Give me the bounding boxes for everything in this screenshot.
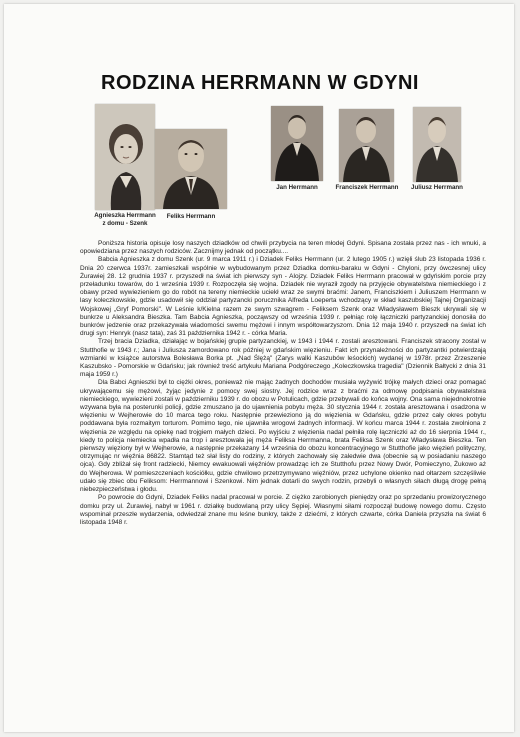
page-title: RODZINA HERRMANN W GDYNI (101, 72, 419, 94)
caption-feliks (150, 213, 232, 221)
portrait-photo-franciszek (339, 109, 394, 182)
caption-jan (266, 184, 328, 192)
paragraph: Poniższa historia opisuje losy naszych dziadków od chwili przybycia na teren młodej Gdyni. Spisana została przez nas - ich wnuki, a opowiedziana przez naszych rodziców. Zacznijmy jednak od początku.... (80, 240, 486, 256)
paragraph: Dla Babci Agnieszki był to ciężki okres, ponieważ nie mając żadnych dochodów musiała wyżywić trójkę małych dzieci oraz pomagać ukrywającemu się mężowi, żyjąc jedynie z pomocy swej siostry. Jej rodzice wraz z braćmi za odmowę podpisania obywatelstwa niemieckiego, wywiezieni zostali w październiku 1939 r. do obozu w Potulicach, gdzie przebywali do końca wojny. Ona sama niejednokrotnie wzywana była na posterunki policji, gdzie zmuszano ja do ujawnienia pobytu męża. 30 stycznia 1944 r. została aresztowana i osadzona w więzieniu w Wejherowie do 10 marca tego roku. Następnie przewieziono ją do więzienia w Gdańsku, gdzie przez cały okres pobytu poddawana była rozmaitym torturom. Pomimo tego, nie ujawniła wrogowi żadnych informacji. W końcu marca 1944 r. została zwolniona z więzienia ze względu na opiekę nad trojgiem małych dzieci. Po wyjściu z więzienia nadal pełniła rolę łączniczki aż do 16 sierpnia 1944 r., kiedy to policja niemiecka wpadła na trop i aresztowała jej męża Feliksa Herrmanna, brata Feliksa Szenk oraz Władysława Bieszka. Ten pierwszy więziony był w Wejherowie, a następnie przekazany 14 września do obozu koncentracyjnego w Stutthofie jako więzień polityczny, otrzymując nr więźnia 86822. Stamtąd też słał listy do rodziny, z których zachowały się zaledwie dwa (obecnie są w posiadaniu naszego ojca). Gdy zbliżał się front radziecki, Niemcy ewakuowali więźniów prowadząc ich ze Stutthofu przez Nowy Dwór, Pomieczyno, Żukowo aż do Wejherowa. W pomieszczeniach kościółku, gdzie chwilowo przetrzymywano więźniów, przez uchylone okienko nad ołtarzem szczęśliwie udało się zbiec obu Feliksom: Herrmannowi i Szenkowi. Nim jednak dotarli do swych rodzin, przebyli o własnych siłach długą drogę pełną niebezpieczeństwa i głodu. (80, 379, 486, 494)
caption-agnieszka-line1: Agnieszka Herrmann (94, 212, 156, 219)
caption-juliusz (400, 184, 474, 192)
body-text (80, 240, 486, 527)
caption-jan-line1: Jan Herrmann (276, 184, 318, 191)
portrait-photo-jan (271, 106, 323, 181)
portrait-photo-agnieszka (95, 104, 155, 210)
caption-juliusz-line1: Juliusz Herrmann (411, 184, 463, 191)
caption-franciszek-line1: Franciszek Herrmann (335, 184, 399, 191)
portrait-photo-juliusz (413, 107, 461, 182)
caption-agnieszka-line2: z domu - Szenk (102, 219, 148, 227)
caption-franciszek (330, 184, 404, 192)
paragraph: Trzej bracia Dziadka, działając w bojańskiej grupie partyzanckiej, w 1943 i 1944 r. zostali aresztowani. Franciszek stracony został w Stutthofie w 1943 r.; Jana i Juliusza zamordowano rok później w gdańskim więzieniu. Fakt ich przynależności do partyzantki potwierdzają wzmianki w książce autorstwa Bolesława Borka pt. „Nad Ślężą" (Zarys walki Kaszubów leśockich) wydanej w 1978r. przez Zrzeszenie Kaszubsko - Pomorskie w Gdańsku; jak również treść artykułu Mariana Podgóreczego „Koleczkowska tragedia" (Dziennik Bałtycki z dnia 31 maja 1959 r.) (80, 338, 486, 379)
paragraph: Po powrocie do Gdyni, Dziadek Feliks nadal pracował w porcie. Z ciężko zarobionych pieniędzy oraz po sprzedaniu prowizorycznego domku przy ul. Żurawiej, nabył w 1961 r. działkę budowlaną przy ulicy Sępiej. Własnymi siłami rozpoczął budowę nowego domu. Często wspominał przeszłe wydarzenia, odwiedzał znane mu leśne bunkry, także z dziećmi, z których czwarte, córka Daniela przyszła na świat 6 listopada 1948 r. (80, 494, 486, 526)
portrait-photo-feliks (155, 129, 227, 209)
caption-feliks-line1: Feliks Herrmann (166, 213, 216, 220)
paragraph: Babcia Agnieszka z domu Szenk (ur. 9 marca 1911 r.) i Dziadek Feliks Herrmann (ur. 2 lutego 1905 r.) wzięli ślub 23 listopada 1936 r. Dnia 20 czerwca 1937r. zamieszkali wspólnie w wybudowanym przez Dziadka domku-baraku w Gdyni - Chyloni, przy ówczesnej ulicy Żurawiej 28. 12 grudnia 1937 r. przyszedł na świat ich pierwszy syn - Alojzy. Dziadek Feliks Herrmann pracował w gdyńskim porcie przy przeładunku towarów, do 1 września 1939 r. Rozpoczęła się wojna. Dziadek nie wyraził zgody na przyjęcie obywatelstwa niemieckiego i z obawy przed wywiezieniem go do robót na tereny niemieckie uciekł wraz ze swymi braćmi: Janem, Franciszkiem i Juliuszem Herrmann w lasy koleczkowskie, gdzie usadowił się oddział partyzancki porucznika Alfreda Loeperta wchodzący w skład kaszubskiej Tajnej Organizacji Wojskowej „Gryf Pomorski". W Leśnie k/Kielna razem ze swym szwagrem - Feliksem Szenk oraz Władysławem Bieszk ukrywali się w bunkrze u Aleksandra Bieszka. Tam Babcia Agnieszka, począwszy od września 1939 r. pełniąc rolę łączniczki partyzanckiej donosiła do bunkrów jedzenie oraz przekazywała wiadomości swemu mężowi i innym współtowarzyszom. Dnia 12 maja 1940 r. przyszedł na świat ich drugi syn: Henryk (nasz tata), zaś 31 października 1942 r. - córka Maria. (80, 256, 486, 338)
